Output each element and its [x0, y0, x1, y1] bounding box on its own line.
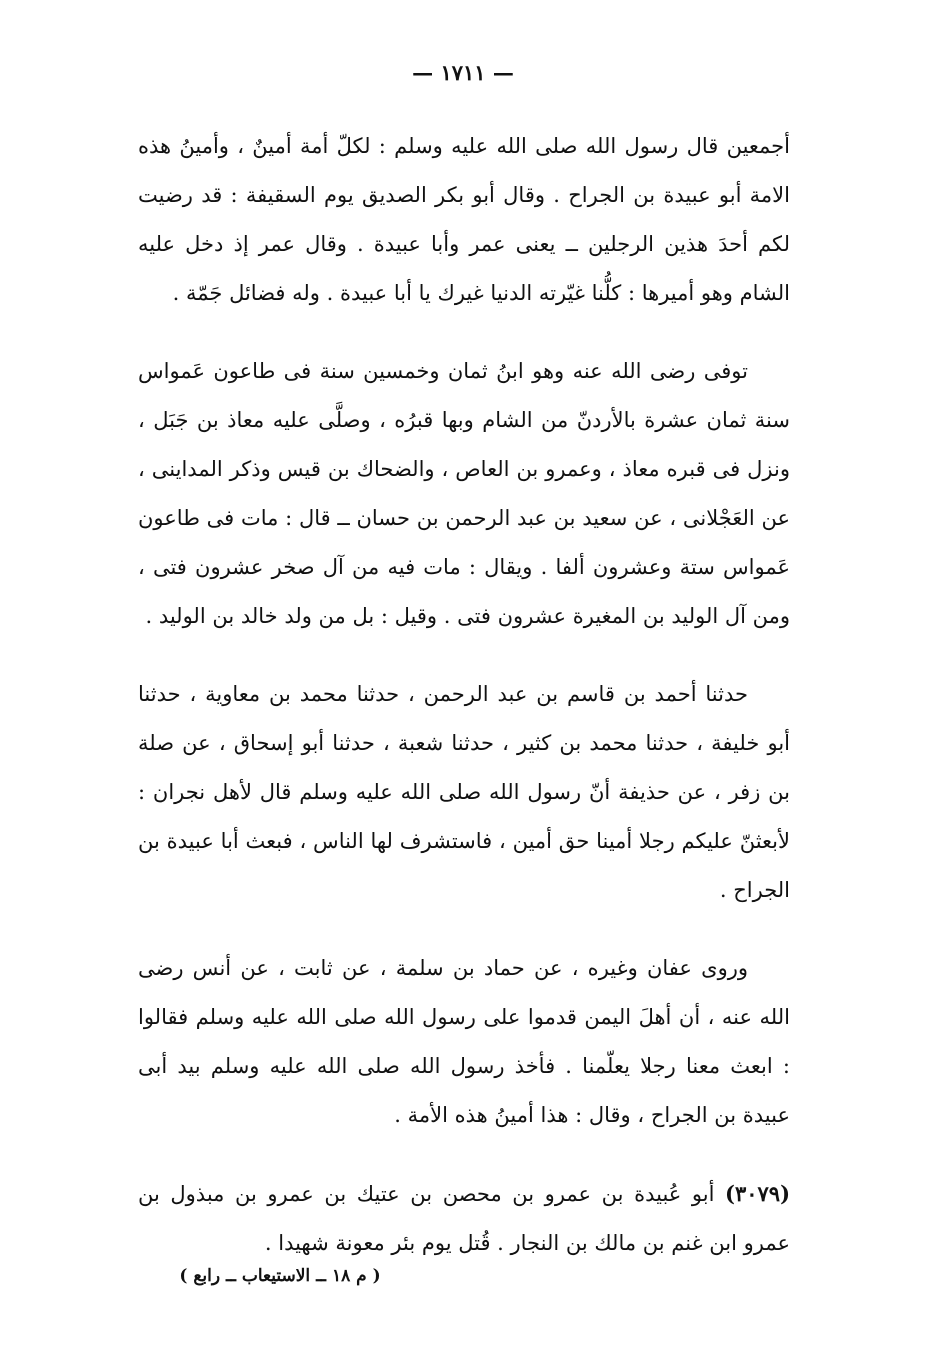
biography-entry — [138, 1169, 790, 1268]
entry-text: أبو عُبيدة بن عمرو بن محصن بن عتيك بن عمرو بن مبذول بن عمرو ابن غنم بن مالك بن النجار . قُتل يوم بئر معونة شهيدا . — [138, 1182, 790, 1255]
entry-number: (٣٠٧٩) — [725, 1181, 790, 1206]
page-number: — ١٧١١ — — [412, 60, 514, 85]
page-body — [138, 122, 790, 1268]
paragraph-hadith-yemen: وروى عفان وغيره ، عن حماد بن سلمة ، عن ثابت ، عن أنس رضى الله عنه ، أن أهلَ اليمن قدموا على رسول الله صلى الله عليه وسلم فقالوا : ابعث معنا رجلا يعلّمنا . فأخذ رسول الله صلى الله عليه وسلم بيد أبى عبيدة بن الجراح ، وقال : هذا أمينُ هذه الأمة . — [138, 956, 790, 1127]
paragraph-virtues: أجمعين قال رسول الله صلى الله عليه وسلم : لكلّ أمة أمينٌ ، وأمينُ هذه الامة أبو عبيدة بن الجراح . وقال أبو بكر الصديق يوم السقيفة : قد رضيت لكم أحدَ هذين الرجلين ــ يعنى عمر وأبا عبيدة . وقال عمر إذ دخل عليه الشام وهو أميرها : كلُّنا غيّرته الدنيا غيرك يا أبا عبيدة . وله فضائل جَمّة . — [138, 134, 790, 305]
paragraph-death: توفى رضى الله عنه وهو ابنُ ثمان وخمسين سنة فى طاعون عَمواس سنة ثمان عشرة بالأردنّ من الشام وبها قبرُه ، وصلَّى عليه معاذ بن جَبَل ، ونزل فى قبره معاذ ، وعمرو بن العاص ، والضحاك بن قيس وذكر المداينى ، عن العَجْلانى ، عن سعيد بن عبد الرحمن بن حسان ــ قال : مات فى طاعون عَمواس ستة وعشرون ألفا . ويقال : مات فيه من آل صخر عشرون فتى ، ومن آل الوليد بن المغيرة عشرون فتى . وقيل : بل من ولد خالد بن الوليد . — [138, 359, 790, 628]
paragraph-hadith-najran: حدثنا أحمد بن قاسم بن عبد الرحمن ، حدثنا محمد بن معاوية ، حدثنا أبو خليفة ، حدثنا محمد بن كثير ، حدثنا شعبة ، حدثنا أبو إسحاق ، عن صلة بن زفر ، عن حذيفة أنّ رسول الله صلى الله عليه وسلم قال لأهل نجران : لأبعثنّ عليكم رجلا أمينا حق أمين ، فاستشرف لها الناس ، فبعث أبا عبيدة بن الجراح . — [138, 682, 790, 902]
footer-signature-note: ( م ١٨ ــ الاستيعاب ــ رابع ) — [179, 1266, 381, 1286]
